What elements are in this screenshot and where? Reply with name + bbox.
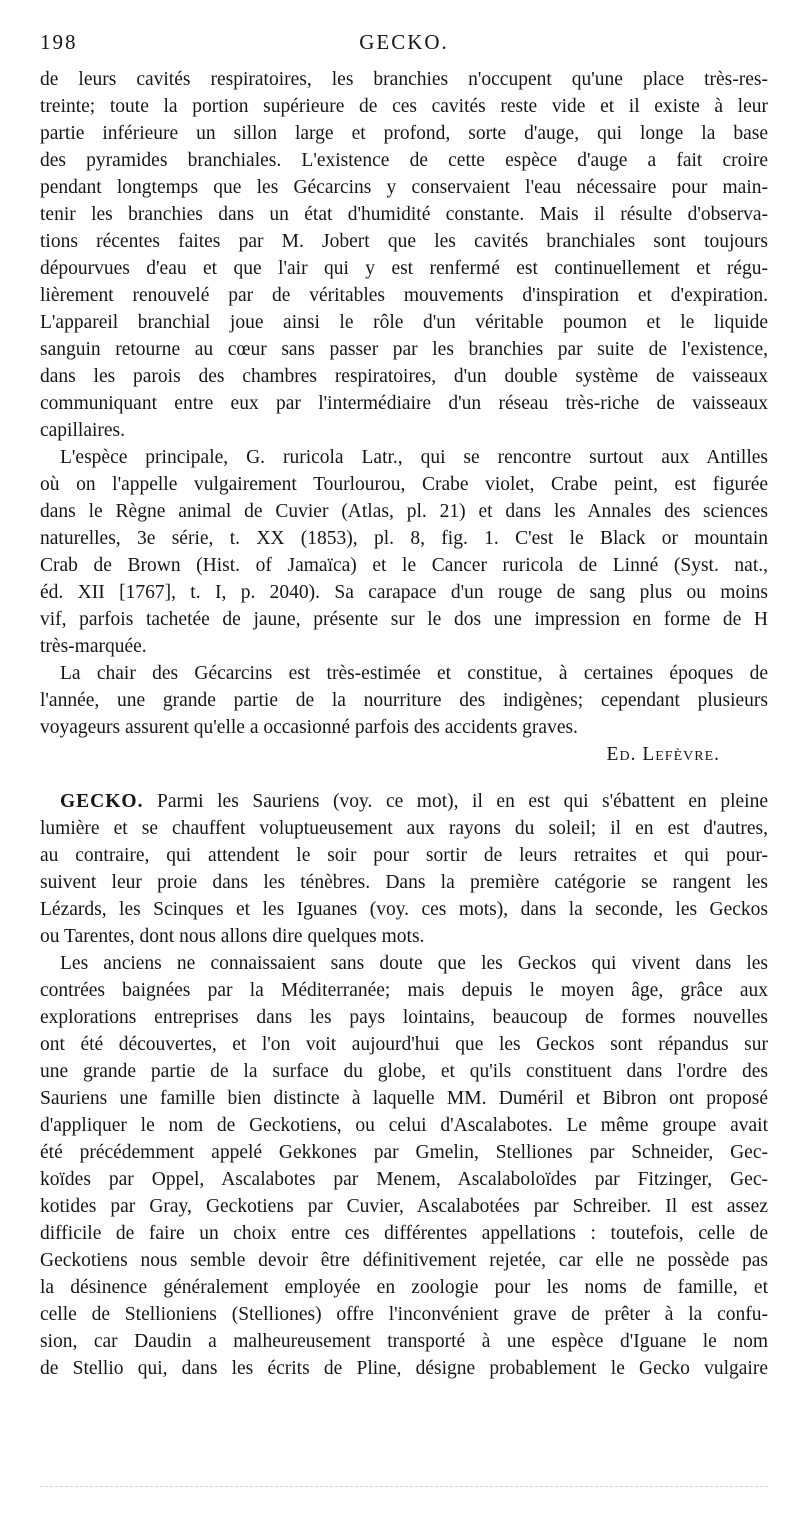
text-line: tions récentes faites par M. Jobert que les cavités branchiales sont toujours (40, 231, 768, 252)
text-line: kotides par Gray, Geckotiens par Cuvier, Ascalabotées par Schreiber. Il est assez (40, 1196, 768, 1217)
text-line: sion, car Daudin a malheureusement transporté à une espèce d'Iguane le nom (40, 1331, 768, 1352)
text-line: dépourvues d'eau et que l'air qui y est renfermé est continuellement et régu- (40, 258, 768, 279)
text-line: La chair des Gécarcins est très-estimée et constitue, à certaines époques de (60, 663, 768, 684)
text-line: l'année, une grande partie de la nourriture des indigènes; cependant plusieurs (40, 690, 768, 711)
text-line: des pyramides branchiales. L'existence de cette espèce d'auge a fait croire (40, 150, 768, 171)
text-line: de leurs cavités respiratoires, les branchies n'occupent qu'une place très-res- (40, 69, 768, 90)
text-line: contrées baignées par la Méditerranée; mais depuis le moyen âge, grâce aux (40, 980, 768, 1001)
text-line: Lézards, les Scinques et les Iguanes (voy. ces mots), dans la seconde, les Geckos (40, 899, 768, 920)
text-line: où on l'appelle vulgairement Tourlourou, Crabe violet, Crabe peint, est figurée (40, 474, 768, 495)
first-line-text: Parmi les Sauriens (voy. ce mot), il en est qui s'ébattent en pleine (143, 791, 768, 812)
text-line: Les anciens ne connaissaient sans doute que les Geckos qui vivent dans les (60, 953, 768, 974)
text-line: lumière et se chauffent voluptueusement aux rayons du soleil; il en est d'autres, (40, 818, 768, 839)
text-line: sanguin retourne au cœur sans passer par les branchies par suite de l'existence, (40, 339, 768, 360)
scan-footer-noise (40, 1486, 768, 1491)
text-line: dans le Règne animal de Cuvier (Atlas, pl. 21) et dans les Annales des sciences (40, 501, 768, 522)
text-line: éd. XII [1767], t. I, p. 2040). Sa carapace d'un rouge de sang plus ou moins (40, 582, 768, 603)
text-line: dans les parois des chambres respiratoires, d'un double système de vaisseaux (40, 366, 768, 387)
text-line: naturelles, 3e série, t. XX (1853), pl. 8, fig. 1. C'est le Black or mountain (40, 528, 768, 549)
text-line: tenir les branchies dans un état d'humidité constante. Mais il résulte d'observa- (40, 204, 768, 225)
text-line: difficile de faire un choix entre ces différentes appellations : toutefois, celle de (40, 1223, 768, 1244)
text-line: L'espèce principale, G. ruricola Latr., qui se rencontre surtout aux Antilles (60, 447, 768, 468)
text-line: partie inférieure un sillon large et profond, sorte d'auge, qui longe la base (40, 123, 768, 144)
text-line: L'appareil branchial joue ainsi le rôle d'un véritable poumon et le liquide (40, 312, 768, 333)
text-line: au contraire, qui attendent le soir pour sortir de leurs retraites et qui pour- (40, 845, 768, 866)
text-line: Sauriens une famille bien distincte à laquelle MM. Duméril et Bibron ont proposé (40, 1088, 768, 1109)
text-line: été précédemment appelé Gekkones par Gmelin, Stelliones par Schneider, Gec- (40, 1142, 768, 1163)
author-signature: Ed. Lefèvre. (606, 744, 720, 765)
text-line: voyageurs assurent qu'elle a occasionné parfois des accidents graves. (40, 717, 578, 738)
text-line: ou Tarentes, dont nous allons dire quelques mots. (40, 926, 425, 947)
text-line: très-marquée. (40, 636, 147, 657)
text-line: de Stellio qui, dans les écrits de Pline, désigne probablement le Gecko vulgaire (40, 1358, 768, 1379)
text-line: la désinence généralement employée en zoologie pour les noms de famille, et (40, 1277, 768, 1298)
text-line: treinte; toute la portion supérieure de ces cavités reste vide et il existe à leur (40, 96, 768, 117)
text-line: communiquant entre eux par l'intermédiaire d'un réseau très-riche de vaisseaux (40, 393, 768, 414)
text-line: capillaires. (40, 420, 125, 441)
page-number: 198 (40, 30, 78, 54)
text-line: vif, parfois tachetée de jaune, présente sur le dos une impression en forme de H (40, 609, 768, 630)
text-line: d'appliquer le nom de Geckotiens, ou celui d'Ascalabotes. Le même groupe avait (40, 1115, 768, 1136)
text-line: Geckotiens nous semble devoir être définitivement rejetée, car elle ne possède pas (40, 1250, 768, 1271)
text-line: ont été découvertes, et l'on voit aujourd'hui que les Geckos sont répandus sur (40, 1034, 768, 1055)
text-line: lièrement renouvelé par de véritables mouvements d'inspiration et d'expiration. (40, 285, 768, 306)
running-header (40, 30, 768, 56)
text-line: pendant longtemps que les Gécarcins y conservaient l'eau nécessaire pour main- (40, 177, 768, 198)
article-first-line (60, 788, 768, 815)
text-line: koïdes par Oppel, Ascalabotes par Menem, Ascalaboloïdes par Fitzinger, Gec- (40, 1169, 768, 1190)
text-line: Crab de Brown (Hist. of Jamaïca) et le Cancer ruricola de Linné (Syst. nat., (40, 555, 768, 576)
text-line: suivent leur proie dans les ténèbres. Dans la première catégorie se rangent les (40, 872, 768, 893)
text-line: une grande partie de la surface du globe, et qu'ils constituent dans l'ordre des (40, 1061, 768, 1082)
article-headword: GECKO. (60, 791, 144, 812)
text-line: explorations entreprises dans les pays lointains, beaucoup de formes nouvelles (40, 1007, 768, 1028)
text-line: celle de Stellioniens (Stelliones) offre l'inconvénient grave de prêter à la confu- (40, 1304, 768, 1325)
running-title: GECKO. (359, 30, 449, 54)
